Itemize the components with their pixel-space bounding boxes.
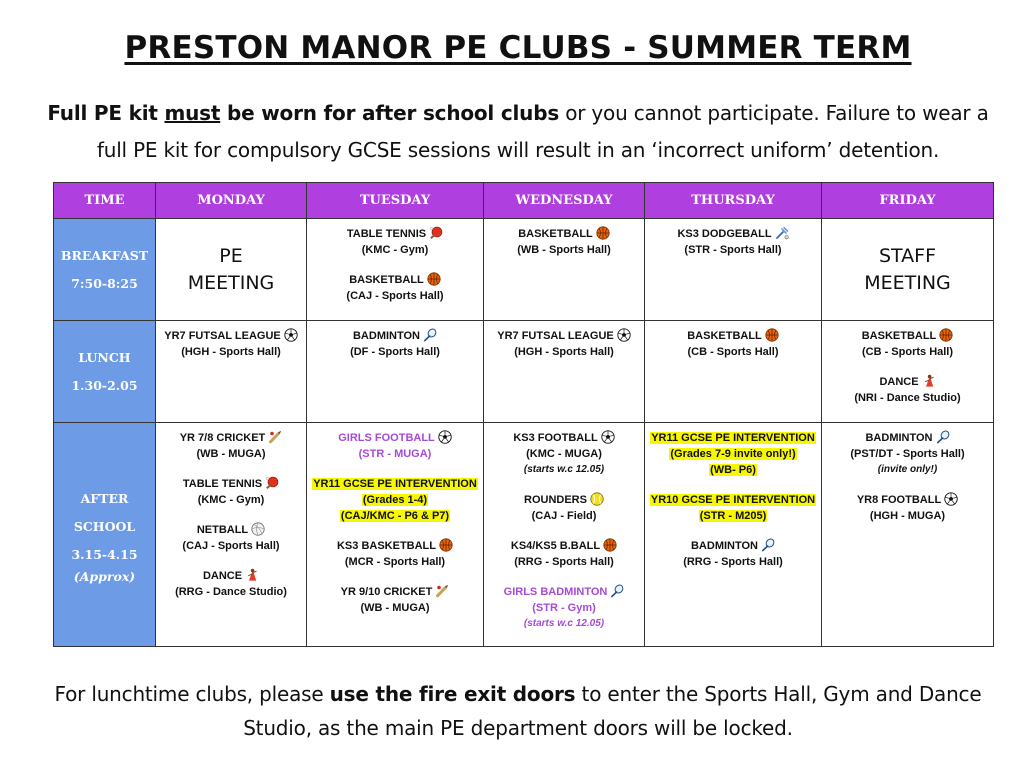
day-cell: [156, 321, 307, 423]
club-line: [484, 554, 644, 570]
time-slot-name: LUNCH: [78, 349, 131, 365]
time-slot-cell: [54, 321, 156, 423]
time-slot-time: 3.15-4.15: [71, 546, 138, 562]
basketball-icon: [939, 328, 953, 342]
club-detail: (CB - Sports Hall): [861, 346, 954, 358]
club-line: [645, 344, 821, 360]
club-entry: [307, 538, 483, 570]
club-name: YR 7/8 CRICKET: [179, 432, 266, 444]
lunchtime-notice-post: to enter the Sports Hall, Gym and Dance Studio, as the main PE department doors will be locked.: [243, 682, 982, 740]
badminton-icon: [936, 430, 950, 444]
club-entry: [156, 522, 306, 554]
timetable-row: [54, 219, 994, 321]
club-line: [156, 492, 306, 508]
club-line: [156, 476, 306, 492]
netball-icon: [251, 522, 265, 536]
club-line: [307, 430, 483, 446]
club-detail: (MCR - Sports Hall): [344, 556, 446, 568]
club-line: [156, 538, 306, 554]
club-line: [484, 328, 644, 344]
basketball-icon: [596, 226, 610, 240]
club-note: (starts w.c 12.05): [523, 618, 605, 629]
club-name: YR 9/10 CRICKET: [340, 586, 433, 598]
basketball-icon: [427, 272, 441, 286]
club-line: [822, 344, 993, 360]
club-name: YR8 FOOTBALL: [856, 494, 942, 506]
club-line: [645, 226, 821, 242]
club-entry: [307, 430, 483, 462]
club-detail: (KMC - Gym): [197, 494, 265, 506]
club-line: [307, 508, 483, 524]
club-line: [307, 272, 483, 288]
football-icon: [601, 430, 615, 444]
club-line: [645, 538, 821, 554]
column-header-time: TIME: [54, 183, 156, 219]
club-name: GIRLS FOOTBALL: [338, 432, 435, 444]
club-name: BASKETBALL: [349, 274, 424, 286]
club-detail: (RRG - Dance Studio): [175, 586, 287, 598]
club-line: [307, 476, 483, 492]
club-detail: (Grades 1-4): [362, 494, 428, 506]
club-entry: [822, 492, 993, 524]
club-line: [307, 600, 483, 616]
club-name: YR7 FUTSAL LEAGUE: [164, 330, 281, 342]
club-line: [645, 554, 821, 570]
club-entry: [645, 492, 821, 524]
time-slot-name: BREAKFAST: [60, 247, 149, 263]
club-name: BADMINTON: [352, 330, 420, 342]
lunchtime-notice-pre: For lunchtime clubs, please: [54, 682, 330, 706]
badminton-icon: [423, 328, 437, 342]
day-cell: [822, 321, 994, 423]
column-header-tuesday: TUESDAY: [307, 183, 484, 219]
club-line: [645, 492, 821, 508]
clubs-timetable: [53, 182, 994, 647]
club-name: BADMINTON: [865, 432, 933, 444]
club-line: [484, 538, 644, 554]
day-cell: [484, 321, 645, 423]
club-line: [822, 446, 993, 462]
club-detail: (CAJ - Sports Hall): [182, 540, 280, 552]
club-detail: (CAJ - Sports Hall): [346, 290, 444, 302]
basketball-icon: [439, 538, 453, 552]
club-entry: [156, 328, 306, 360]
day-cell: [307, 219, 484, 321]
club-line: [484, 226, 644, 242]
club-detail: (STR - Gym): [532, 602, 596, 614]
club-line: [156, 328, 306, 344]
club-note: (invite only!): [877, 464, 938, 475]
meeting-label-line: MEETING: [864, 271, 951, 294]
club-name: YR7 FUTSAL LEAGUE: [497, 330, 614, 342]
club-entry: [307, 226, 483, 258]
dance-icon: [922, 374, 936, 388]
club-line: [307, 344, 483, 360]
meeting-label: [822, 243, 993, 297]
club-line: [307, 554, 483, 570]
club-detail: (STR - M205): [699, 510, 767, 522]
club-name: DANCE: [879, 376, 919, 388]
rounders-icon: [590, 492, 604, 506]
club-line: [645, 508, 821, 524]
club-detail: (STR - MUGA): [358, 448, 432, 460]
club-line: [484, 430, 644, 446]
badminton-icon: [761, 538, 775, 552]
club-line: [484, 584, 644, 600]
timetable-row: [54, 423, 994, 647]
club-detail: (CAJ/KMC - P6 & P7): [340, 510, 450, 522]
club-name: TABLE TENNIS: [346, 228, 427, 240]
club-line: [307, 446, 483, 462]
club-detail: (WB- P6): [710, 464, 756, 476]
club-line: [307, 584, 483, 600]
day-cell: [822, 423, 994, 647]
club-line: [156, 446, 306, 462]
club-line: [822, 508, 993, 524]
club-detail: (WB - Sports Hall): [517, 244, 611, 256]
club-entry: [307, 584, 483, 616]
club-detail: (RRG - Sports Hall): [514, 556, 614, 568]
club-name: DANCE: [202, 570, 243, 582]
club-name: KS3 FOOTBALL: [513, 432, 598, 444]
kit-notice-bold-b: be worn for after school clubs: [220, 101, 560, 125]
club-detail: (PST/DT - Sports Hall): [850, 448, 965, 460]
club-name: BASKETBALL: [687, 330, 762, 342]
club-entry: [484, 226, 644, 258]
meeting-label-line: STAFF: [878, 244, 937, 267]
club-detail: (RRG - Sports Hall): [683, 556, 783, 568]
day-cell: [156, 423, 307, 647]
club-entry: [645, 430, 821, 478]
club-line: [156, 568, 306, 584]
club-entry: [156, 568, 306, 600]
football-icon: [438, 430, 452, 444]
club-name: YR11 GCSE PE INTERVENTION: [313, 478, 477, 490]
club-line: [822, 492, 993, 508]
club-entry: [156, 430, 306, 462]
club-detail: (HGH - MUGA): [869, 510, 946, 522]
table-tennis-icon: [429, 226, 443, 240]
dance-icon: [245, 568, 259, 582]
page-title: PRESTON MANOR PE CLUBS - SUMMER TERM: [124, 30, 912, 66]
club-name: KS3 BASKETBALL: [336, 540, 436, 552]
table-tennis-icon: [265, 476, 279, 490]
time-slot-name: SCHOOL: [73, 518, 136, 534]
club-entry: [822, 374, 993, 406]
club-line: [156, 344, 306, 360]
club-entry: [307, 476, 483, 524]
club-line: [484, 508, 644, 524]
meeting-label-line: MEETING: [187, 271, 275, 294]
club-line: [822, 374, 993, 390]
column-header-wednesday: WEDNESDAY: [484, 183, 645, 219]
day-cell: [156, 219, 307, 321]
time-slot-note: (Approx): [73, 568, 136, 584]
header-row: [54, 183, 994, 219]
club-line: [484, 242, 644, 258]
club-entry: [484, 430, 644, 478]
lunchtime-notice: [30, 677, 1006, 745]
club-detail: (NRI - Dance Studio): [854, 392, 961, 404]
time-slot-time: 1.30-2.05: [71, 377, 138, 393]
kit-notice-must: must: [164, 101, 221, 125]
club-line: [307, 538, 483, 554]
club-line: [307, 242, 483, 258]
club-detail: (CAJ - Field): [531, 510, 597, 522]
column-header-friday: FRIDAY: [822, 183, 994, 219]
club-line: [645, 430, 821, 446]
time-slot-name: AFTER: [80, 490, 129, 506]
club-detail: (Grades 7-9 invite only!): [670, 448, 796, 460]
club-line: [484, 446, 644, 462]
club-detail: (WB - MUGA): [196, 448, 266, 460]
club-line: [156, 522, 306, 538]
club-name: YR10 GCSE PE INTERVENTION: [650, 494, 816, 506]
club-line: [645, 328, 821, 344]
basketball-icon: [765, 328, 779, 342]
meeting-label: [156, 243, 306, 297]
football-icon: [944, 492, 958, 506]
club-entry: [484, 584, 644, 632]
cricket-icon: [435, 584, 449, 598]
club-entry: [645, 226, 821, 258]
column-header-monday: MONDAY: [156, 183, 307, 219]
club-line: [822, 390, 993, 406]
club-entry: [156, 476, 306, 508]
club-entry: [484, 328, 644, 360]
day-cell: [307, 423, 484, 647]
kit-notice-rest: or you cannot participate. Failure to wear a full PE kit for compulsory GCSE sessions will result in an ‘incorrect uniform’ detention.: [96, 101, 989, 162]
club-entry: [484, 538, 644, 570]
column-header-thursday: THURSDAY: [645, 183, 822, 219]
club-detail: (HGH - Sports Hall): [514, 346, 614, 358]
day-cell: [645, 423, 822, 647]
day-cell: [307, 321, 484, 423]
club-entry: [484, 492, 644, 524]
time-slot-cell: [54, 219, 156, 321]
club-detail: (WB - MUGA): [360, 602, 430, 614]
club-entry: [822, 328, 993, 360]
club-line: [307, 328, 483, 344]
club-line: [645, 446, 821, 462]
club-note: (starts w.c 12.05): [523, 464, 605, 475]
day-cell: [484, 423, 645, 647]
dodgeball-icon: [775, 226, 789, 240]
club-name: BASKETBALL: [518, 228, 593, 240]
club-line: [484, 344, 644, 360]
club-detail: (CB - Sports Hall): [687, 346, 779, 358]
football-icon: [284, 328, 298, 342]
day-cell: [645, 219, 822, 321]
club-name: BADMINTON: [690, 540, 758, 552]
cricket-icon: [268, 430, 282, 444]
club-entry: [645, 538, 821, 570]
club-name: KS4/KS5 B.BALL: [510, 540, 601, 552]
club-name: YR11 GCSE PE INTERVENTION: [651, 432, 815, 444]
club-detail: (KMC - MUGA): [526, 448, 602, 460]
kit-notice-bold-a: Full PE kit: [47, 101, 165, 125]
club-name: TABLE TENNIS: [182, 478, 263, 490]
club-line: [307, 288, 483, 304]
timetable-row: [54, 321, 994, 423]
badminton-icon: [610, 584, 624, 598]
club-detail: (KMC - Gym): [361, 244, 429, 256]
club-entry: [307, 328, 483, 360]
day-cell: [484, 219, 645, 321]
club-line: [484, 600, 644, 616]
club-detail: (STR - Sports Hall): [684, 244, 782, 256]
club-name: NETBALL: [196, 524, 249, 536]
club-line: [822, 430, 993, 446]
kit-notice: [30, 95, 1006, 169]
club-line: [645, 242, 821, 258]
club-line: [645, 462, 821, 478]
club-name: GIRLS BADMINTON: [503, 586, 608, 598]
football-icon: [617, 328, 631, 342]
club-line: [822, 328, 993, 344]
club-entry: [307, 272, 483, 304]
club-line: [156, 430, 306, 446]
time-slot-cell: [54, 423, 156, 647]
club-line: [484, 492, 644, 508]
club-line: [307, 226, 483, 242]
club-line: [156, 584, 306, 600]
club-detail: (DF - Sports Hall): [350, 346, 440, 358]
club-name: KS3 DODGEBALL: [677, 228, 772, 240]
club-name: ROUNDERS: [524, 494, 587, 506]
club-entry: [645, 328, 821, 360]
club-line: [307, 492, 483, 508]
club-detail: (HGH - Sports Hall): [181, 346, 281, 358]
time-slot-time: 7:50-8:25: [71, 275, 138, 291]
day-cell: [645, 321, 822, 423]
basketball-icon: [603, 538, 617, 552]
fire-exit-instruction: use the fire exit doors: [329, 682, 576, 706]
club-name: BASKETBALL: [861, 330, 937, 342]
club-entry: [822, 430, 993, 478]
day-cell: [822, 219, 994, 321]
meeting-label-line: PE: [219, 244, 243, 267]
